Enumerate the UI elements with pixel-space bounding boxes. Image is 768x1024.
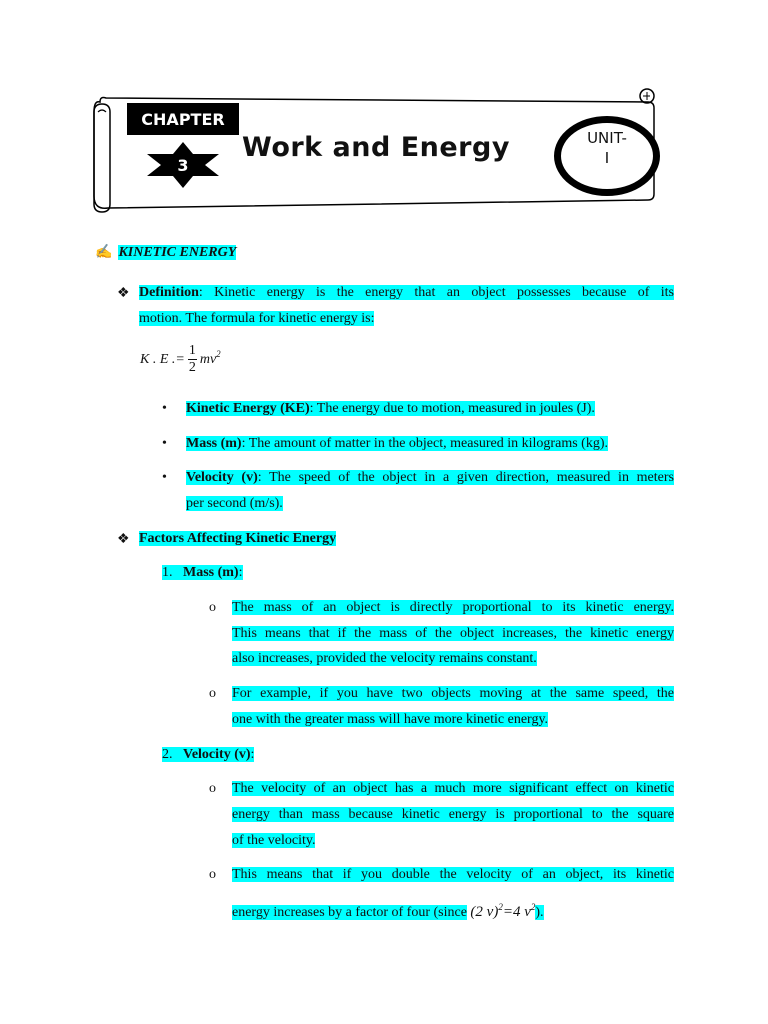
factor-mass-number: 1. — [162, 565, 173, 580]
diamond-bullet-icon: ❖ — [117, 532, 130, 547]
velocity-point-1-line-3 — [232, 833, 315, 849]
formula-numerator: 1 — [188, 343, 196, 358]
velocity-point-1-line-2 — [232, 807, 674, 823]
section-heading — [95, 244, 236, 261]
definition-text-2: motion. The formula for kinetic energy is: — [139, 311, 375, 326]
velocity-point-1-text-3: of the velocity. — [232, 833, 316, 848]
velocity-point-2-text-2: energy increases by a factor of four (since — [232, 905, 467, 920]
definition-line-1 — [139, 285, 674, 301]
formula-fraction — [188, 343, 197, 376]
section-heading-text: KINETIC ENERGY — [118, 245, 237, 260]
term-velocity-label: Velocity (v) — [186, 470, 258, 485]
definition-line-2 — [139, 311, 374, 327]
term-velocity — [186, 470, 674, 486]
definition-term: Definition — [139, 285, 199, 300]
velocity-point-1-line-1 — [232, 781, 674, 797]
formula-rhs: mv — [199, 351, 217, 367]
term-velocity-line-2 — [186, 496, 283, 512]
eq-left: (2 v) — [470, 904, 499, 920]
bullet-icon: • — [162, 470, 167, 485]
factor-velocity-number: 2. — [162, 747, 173, 762]
circle-bullet-icon: o — [209, 600, 216, 615]
circle-bullet-icon: o — [209, 781, 216, 796]
unit-line-2: I — [604, 149, 610, 167]
velocity-point-2-line-2 — [232, 894, 544, 926]
factors-heading — [139, 531, 336, 547]
term-velocity-text-2: per second (m/s). — [186, 496, 283, 511]
mass-point-1-text-3: also increases, provided the velocity remains constant. — [232, 651, 537, 666]
mass-point-1-text-2: This means that if the mass of the object increases, the kinetic energy — [232, 626, 674, 641]
kinetic-energy-formula — [140, 343, 221, 376]
eq-exp: 2 — [498, 902, 503, 912]
mass-point-2-line-2 — [232, 712, 548, 728]
term-mass-label: Mass (m) — [186, 436, 242, 451]
eq-mid: =4 v — [502, 904, 531, 920]
inline-equation — [470, 904, 535, 920]
term-mass — [186, 436, 608, 452]
writing-hand-icon: ✍ — [95, 245, 113, 260]
term-mass-text: : The amount of matter in the object, measured in kilograms (kg). — [241, 436, 608, 451]
diamond-bullet-icon: ❖ — [117, 286, 130, 301]
factor-velocity-label: Velocity (v) — [183, 747, 251, 762]
term-velocity-text: : The speed of the object in a given direction, measured in meters — [257, 470, 674, 485]
unit-label — [560, 128, 654, 168]
factor-mass-label: Mass (m) — [183, 565, 239, 580]
mass-point-2-text-1: For example, if you have two objects moving at the same speed, the — [232, 686, 674, 701]
mass-point-2-text-2: one with the greater mass will have more kinetic energy. — [232, 712, 549, 727]
velocity-point-1-text-1: The velocity of an object has a much more significant effect on kinetic — [232, 781, 674, 796]
velocity-point-1-text-2: energy than mass because kinetic energy is proportional to the square — [232, 807, 674, 822]
velocity-point-2-text-1: This means that if you double the velocity of an object, its kinetic — [232, 867, 674, 882]
factor-velocity-heading — [162, 747, 254, 763]
term-ke-text: : The energy due to motion, measured in joules (J). — [309, 401, 595, 416]
mass-point-1-line-3 — [232, 651, 537, 667]
chapter-number: 3 — [177, 156, 189, 175]
mass-point-1-text-1: The mass of an object is directly proportional to its kinetic energy. — [232, 600, 674, 615]
eq-exp-2: 2 — [530, 902, 536, 912]
unit-line-1: UNIT- — [587, 129, 627, 147]
factor-velocity-colon: : — [250, 747, 255, 762]
factor-mass-colon: : — [238, 565, 243, 580]
page-title: Work and Energy — [242, 132, 510, 163]
circle-bullet-icon: o — [209, 686, 216, 701]
mass-point-2-line-1 — [232, 686, 674, 702]
definition-text-1: : Kinetic energy is the energy that an object possesses because of its — [198, 285, 674, 300]
mass-point-1-line-2 — [232, 626, 674, 642]
velocity-point-2-tail: ). — [535, 905, 544, 920]
bullet-icon: • — [162, 401, 167, 416]
formula-exponent: 2 — [216, 348, 221, 359]
formula-denominator: 2 — [188, 360, 196, 375]
formula-lhs: K . E .= — [140, 351, 185, 367]
term-ke-label: Kinetic Energy (KE) — [186, 401, 310, 416]
circle-bullet-icon: o — [209, 867, 216, 882]
mass-point-1-line-1 — [232, 600, 674, 616]
velocity-point-2-line-1 — [232, 867, 674, 883]
bullet-icon: • — [162, 436, 167, 451]
factor-mass-heading — [162, 565, 243, 581]
term-ke — [186, 401, 595, 417]
chapter-label: CHAPTER — [127, 103, 239, 135]
factors-heading-text: Factors Affecting Kinetic Energy — [139, 531, 337, 546]
